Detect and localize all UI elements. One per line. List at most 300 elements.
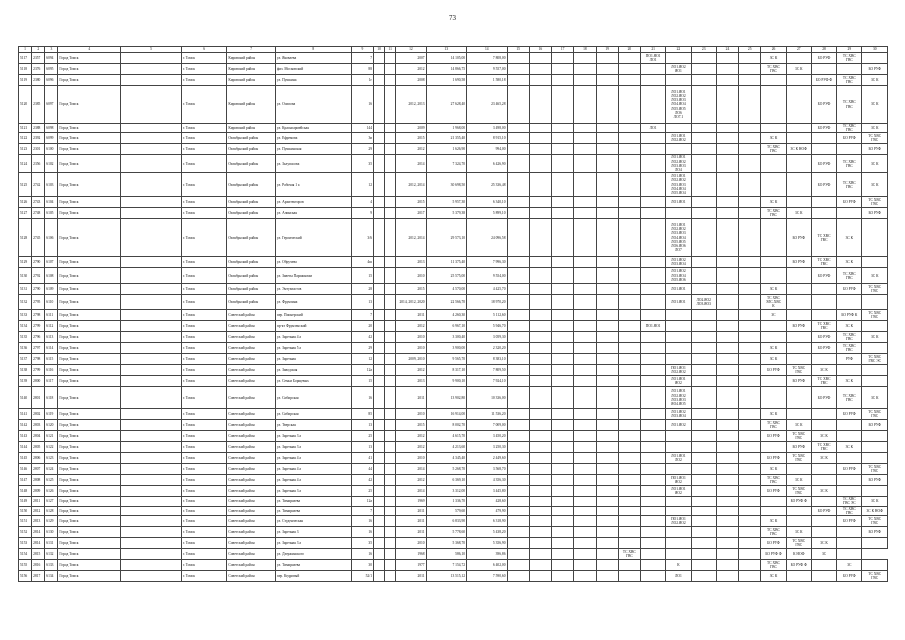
table-cell: 2010: [396, 409, 426, 420]
table-cell: [666, 124, 691, 133]
table-cell: [666, 144, 691, 155]
table-cell: 3/6: [351, 219, 373, 257]
table-cell: [761, 442, 786, 453]
table-cell: 9 554,00: [467, 268, 507, 284]
table-cell: [641, 219, 666, 257]
table-cell: г. Томск: [181, 144, 227, 155]
table-cell: [121, 409, 182, 420]
table-cell: 2815: [32, 549, 45, 560]
table-cell: г. Томск: [181, 506, 227, 515]
table-cell: 4: [351, 197, 373, 208]
table-cell: Город Томск: [58, 173, 121, 197]
table-cell: [666, 53, 691, 64]
table-cell: ЛО1.ЯО1 ЛО2.ЯО2 ЛО3.ЯО3 ЛО4: [666, 155, 691, 173]
table-cell: [691, 475, 716, 486]
table-cell: БО РУФ: [761, 538, 786, 549]
table-cell: [529, 354, 551, 365]
table-cell: 7 009,00: [467, 420, 507, 431]
table-cell: [739, 53, 761, 64]
table-cell: 396,86: [467, 549, 507, 560]
table-cell: [574, 376, 596, 387]
table-cell: [385, 321, 396, 332]
table-cell: [691, 268, 716, 284]
table-cell: Город Томск: [58, 376, 121, 387]
table-cell: Город Томск: [58, 75, 121, 86]
table-cell: 1969: [396, 497, 426, 506]
table-cell: [385, 354, 396, 365]
table-cell: 2012: [396, 442, 426, 453]
table-cell: [666, 75, 691, 86]
table-cell: [786, 268, 811, 284]
table-cell: [574, 332, 596, 343]
table-cell: г. Томск: [181, 560, 227, 571]
table-cell: [811, 571, 836, 582]
table-cell: [811, 354, 836, 365]
table-cell: [716, 538, 738, 549]
table-cell: Советский район: [227, 420, 276, 431]
table-cell: ул. Тимирязева: [275, 497, 351, 506]
table-cell: 1 336,70: [426, 497, 466, 506]
table-cell: [596, 387, 618, 409]
column-header: 19: [596, 47, 618, 53]
table-cell: [618, 155, 640, 173]
table-cell: [596, 53, 618, 64]
table-cell: [739, 64, 761, 75]
table-cell: [574, 497, 596, 506]
table-row: [19, 560, 888, 571]
table-cell: [618, 310, 640, 321]
table-cell: [374, 560, 385, 571]
table-cell: ТС ХВС ГВС: [761, 560, 786, 571]
table-cell: [529, 464, 551, 475]
table-cell: ТС ХВС ГВС: [862, 197, 888, 208]
table-cell: [739, 516, 761, 527]
table-cell: [507, 155, 529, 173]
table-cell: [374, 310, 385, 321]
table-cell: [529, 133, 551, 144]
table-cell: Советский район: [227, 560, 276, 571]
table-cell: ТС ХВС ГВС: [862, 133, 888, 144]
table-cell: [837, 64, 862, 75]
table-cell: ТС ХВС ГВС: [837, 387, 862, 409]
table-cell: [507, 173, 529, 197]
table-cell: [618, 284, 640, 295]
table-cell: Город Томск: [58, 284, 121, 295]
table-cell: 3С К: [862, 155, 888, 173]
table-cell: БО РУФ: [811, 332, 836, 343]
table-cell: 2385: [32, 86, 45, 124]
table-cell: 6121: [45, 431, 58, 442]
table-cell: [739, 549, 761, 560]
table-cell: [121, 257, 182, 268]
table-cell: [739, 486, 761, 497]
table-cell: [121, 453, 182, 464]
table-cell: [811, 497, 836, 506]
table-cell: [121, 464, 182, 475]
table-cell: г. Томск: [181, 86, 227, 124]
table-cell: [574, 268, 596, 284]
table-cell: [552, 431, 574, 442]
table-cell: [529, 53, 551, 64]
table-cell: [596, 332, 618, 343]
table-cell: ул. Заречная 3 а: [275, 431, 351, 442]
table-cell: 2301: [32, 144, 45, 155]
table-cell: БО РУФ: [811, 506, 836, 515]
table-cell: 3С К: [786, 64, 811, 75]
table-cell: ЛО1.ЯО1 ЛО2: [666, 453, 691, 464]
table-cell: [574, 420, 596, 431]
table-cell: Советский район: [227, 571, 276, 582]
table-cell: [596, 321, 618, 332]
table-cell: 10 336,00: [467, 387, 507, 409]
table-cell: [641, 571, 666, 582]
table-cell: [618, 173, 640, 197]
table-cell: ТС ХВС ГВС: [811, 257, 836, 268]
table-cell: [739, 208, 761, 219]
column-header: 28: [811, 47, 836, 53]
table-cell: г. Томск: [181, 431, 227, 442]
table-cell: [691, 387, 716, 409]
table-cell: [691, 516, 716, 527]
table-cell: 2015: [396, 420, 426, 431]
table-cell: [574, 219, 596, 257]
table-row: [19, 197, 888, 208]
table-cell: [691, 549, 716, 560]
table-cell: [507, 453, 529, 464]
table-cell: [574, 133, 596, 144]
table-cell: [121, 475, 182, 486]
table-cell: г. Томск: [181, 64, 227, 75]
table-cell: 5128: [19, 219, 32, 257]
table-row: [19, 133, 888, 144]
table-cell: [552, 442, 574, 453]
table-cell: 2812: [32, 506, 45, 515]
table-cell: [552, 571, 574, 582]
table-cell: [691, 133, 716, 144]
table-cell: [374, 197, 385, 208]
table-cell: [811, 516, 836, 527]
table-cell: 4 356,30: [467, 475, 507, 486]
table-cell: 5 112,60: [467, 310, 507, 321]
table-cell: [716, 387, 738, 409]
table-cell: [374, 516, 385, 527]
table-cell: 144: [351, 124, 373, 133]
table-cell: ЛО1.ЯО1 ЛО2.ЯО2 ЛО3.ЯО3 ЛО4.ЯО4 ЛО5.ЯО5 ЛО6.ЯО6 ЛО7: [666, 219, 691, 257]
table-cell: [641, 268, 666, 284]
table-cell: 4 260,30: [426, 310, 466, 321]
table-cell: [761, 155, 786, 173]
column-header: 5: [121, 47, 182, 53]
table-cell: [374, 173, 385, 197]
table-cell: 6 402,00: [467, 560, 507, 571]
table-cell: [786, 310, 811, 321]
table-cell: 6124: [45, 464, 58, 475]
table-cell: [618, 197, 640, 208]
table-cell: 41: [351, 453, 373, 464]
table-cell: 1 580,18: [467, 75, 507, 86]
table-cell: [385, 571, 396, 582]
table-cell: пер. Пионерский: [275, 310, 351, 321]
table-cell: [786, 53, 811, 64]
table-cell: [552, 219, 574, 257]
table-cell: Октябрьский район: [227, 268, 276, 284]
column-header: 2: [32, 47, 45, 53]
table-cell: 5146: [19, 464, 32, 475]
table-cell: Октябрьский район: [227, 208, 276, 219]
table-cell: [716, 144, 738, 155]
table-cell: 13 515,12: [426, 571, 466, 582]
table-cell: ЛО2.ЯО2 ЛО3.ЯО3: [691, 295, 716, 310]
table-cell: [574, 453, 596, 464]
table-cell: [552, 549, 574, 560]
table-cell: [529, 173, 551, 197]
table-cell: ТС ХВС ГВС: [811, 219, 836, 257]
table-cell: 4 615,70: [426, 431, 466, 442]
table-cell: [739, 295, 761, 310]
table-cell: 2010: [396, 343, 426, 354]
table-cell: 2012: [396, 475, 426, 486]
table-cell: 6099: [45, 133, 58, 144]
table-cell: [574, 527, 596, 538]
table-cell: 3С К: [761, 409, 786, 420]
table-cell: [666, 431, 691, 442]
table-cell: [786, 516, 811, 527]
table-cell: г. Томск: [181, 208, 227, 219]
table-cell: [529, 549, 551, 560]
table-cell: 2011: [396, 387, 426, 409]
table-cell: [862, 321, 888, 332]
table-cell: 3С К: [862, 86, 888, 124]
table-cell: [507, 527, 529, 538]
table-cell: [374, 219, 385, 257]
table-cell: 5 438,20: [467, 527, 507, 538]
table-cell: ул. Заречная 4 а: [275, 332, 351, 343]
table-cell: 6118: [45, 387, 58, 409]
table-cell: [507, 268, 529, 284]
table-cell: [786, 295, 811, 310]
table-cell: [596, 124, 618, 133]
table-cell: [641, 208, 666, 219]
table-cell: ЛО1: [641, 124, 666, 133]
table-cell: 2013: [396, 257, 426, 268]
table-cell: Город Томск: [58, 268, 121, 284]
table-cell: Город Томск: [58, 497, 121, 506]
table-cell: 13 902,80: [426, 387, 466, 409]
table-cell: [666, 506, 691, 515]
table-cell: [574, 173, 596, 197]
table-cell: 35: [351, 538, 373, 549]
table-cell: [837, 420, 862, 431]
table-cell: [574, 464, 596, 475]
table-cell: [552, 64, 574, 75]
table-cell: [574, 86, 596, 124]
table-cell: Кировский район: [227, 64, 276, 75]
table-cell: 5125: [19, 173, 32, 197]
table-cell: ЛО1.ЯО1 ЛО2.ЯО2 ЛО3.ЯО3 ЯО4.ЯО5: [666, 387, 691, 409]
table-cell: 16: [351, 86, 373, 124]
table-cell: Город Томск: [58, 310, 121, 321]
table-row: [19, 64, 888, 75]
table-cell: БО РУФ: [786, 376, 811, 387]
table-cell: [691, 173, 716, 197]
table-cell: 2008: [396, 75, 426, 86]
table-cell: Город Томск: [58, 442, 121, 453]
table-cell: [529, 497, 551, 506]
table-cell: [641, 409, 666, 420]
table-cell: БО РУФ: [862, 420, 888, 431]
table-cell: [666, 332, 691, 343]
table-cell: Город Томск: [58, 343, 121, 354]
table-cell: ул. Ефремова: [275, 133, 351, 144]
column-header: 26: [761, 47, 786, 53]
table-cell: [837, 365, 862, 376]
table-cell: [374, 75, 385, 86]
column-header: 12: [396, 47, 426, 53]
table-cell: Город Томск: [58, 144, 121, 155]
table-cell: 5137: [19, 354, 32, 365]
table-cell: 5134: [19, 321, 32, 332]
table-cell: [691, 124, 716, 133]
table-cell: [529, 332, 551, 343]
table-cell: [811, 310, 836, 321]
table-cell: [618, 571, 640, 582]
table-cell: Советский район: [227, 549, 276, 560]
table-cell: 2011: [396, 310, 426, 321]
table-cell: [374, 475, 385, 486]
table-cell: [596, 420, 618, 431]
table-cell: 8 915,10: [467, 133, 507, 144]
table-cell: [641, 284, 666, 295]
table-cell: 579,60: [426, 506, 466, 515]
table-cell: [811, 208, 836, 219]
table-cell: [552, 354, 574, 365]
table-cell: [761, 75, 786, 86]
table-cell: [121, 365, 182, 376]
column-header: 23: [691, 47, 716, 53]
table-cell: [529, 453, 551, 464]
table-cell: [574, 365, 596, 376]
table-cell: Советский район: [227, 431, 276, 442]
table-cell: 9 557,00: [467, 64, 507, 75]
table-cell: [507, 497, 529, 506]
table-cell: Город Томск: [58, 506, 121, 515]
table-cell: 2796: [32, 332, 45, 343]
table-cell: 2012: [396, 431, 426, 442]
table-cell: ТС ХВС ГВС: [862, 516, 888, 527]
table-cell: [121, 560, 182, 571]
table-cell: БО РУФ: [862, 144, 888, 155]
table-cell: [385, 506, 396, 515]
table-cell: г. Томск: [181, 527, 227, 538]
table-cell: ул. Пушкинская: [275, 144, 351, 155]
table-cell: [121, 124, 182, 133]
table-cell: БО РУФ: [811, 53, 836, 64]
table-cell: [739, 354, 761, 365]
table-cell: [618, 53, 640, 64]
table-cell: г. Томск: [181, 332, 227, 343]
table-cell: [739, 387, 761, 409]
table-cell: Город Томск: [58, 257, 121, 268]
table-cell: [641, 332, 666, 343]
column-header: 29: [837, 47, 862, 53]
table-cell: ул. Заречная: [275, 354, 351, 365]
table-cell: [739, 284, 761, 295]
table-cell: [121, 155, 182, 173]
table-cell: Советский район: [227, 527, 276, 538]
table-cell: БО РУФ: [862, 475, 888, 486]
table-cell: [691, 310, 716, 321]
table-cell: [507, 409, 529, 420]
table-cell: [596, 376, 618, 387]
table-cell: [618, 354, 640, 365]
table-cell: ЛО1.ЯО1 ЯО2: [666, 486, 691, 497]
table-cell: [574, 560, 596, 571]
table-cell: [862, 376, 888, 387]
table-cell: 30: [351, 560, 373, 571]
table-cell: [716, 64, 738, 75]
table-cell: [666, 549, 691, 560]
table-cell: [385, 284, 396, 295]
table-cell: [574, 75, 596, 86]
table-cell: 14 105,00: [426, 53, 466, 64]
table-cell: ул. Рабочая 1 а: [275, 173, 351, 197]
table-cell: РУФ: [837, 354, 862, 365]
table-cell: 6131: [45, 538, 58, 549]
table-cell: [716, 343, 738, 354]
table-cell: [716, 208, 738, 219]
table-cell: 2 449,60: [467, 453, 507, 464]
table-cell: 5147: [19, 475, 32, 486]
table-cell: г. Томск: [181, 475, 227, 486]
table-cell: [121, 420, 182, 431]
table-cell: 4 213,60: [426, 442, 466, 453]
table-cell: [529, 257, 551, 268]
table-cell: БО РУФ К: [837, 310, 862, 321]
table-cell: 6116: [45, 365, 58, 376]
table-cell: [618, 538, 640, 549]
table-cell: 7 809,50: [467, 365, 507, 376]
table-cell: БО РУФ: [862, 64, 888, 75]
table-cell: 6097: [45, 86, 58, 124]
table-cell: ТС ХВС ГВС: [761, 208, 786, 219]
table-cell: 7: [351, 506, 373, 515]
table-cell: физ. Московский: [275, 64, 351, 75]
table-cell: [574, 321, 596, 332]
table-cell: [739, 257, 761, 268]
table-cell: [811, 295, 836, 310]
table-cell: ул. Заветы Парижкомм: [275, 268, 351, 284]
table-cell: 30 698,50: [426, 173, 466, 197]
table-cell: [618, 442, 640, 453]
table-cell: [691, 219, 716, 257]
table-cell: 2009: [396, 124, 426, 133]
table-cell: [121, 538, 182, 549]
table-cell: [618, 497, 640, 506]
table-cell: [374, 442, 385, 453]
table-cell: [552, 284, 574, 295]
table-cell: [618, 516, 640, 527]
table-cell: 2745: [32, 219, 45, 257]
table-cell: 3С К: [862, 75, 888, 86]
table-cell: ул. Заречная 3: [275, 527, 351, 538]
table-cell: 2014, 2012, 2020: [396, 295, 426, 310]
table-cell: [121, 268, 182, 284]
table-cell: ТС ХВС ГВС: [837, 155, 862, 173]
table-cell: г. Томск: [181, 365, 227, 376]
table-cell: ТС ХВС ГВС: [761, 64, 786, 75]
table-cell: Город Томск: [58, 354, 121, 365]
table-cell: [121, 144, 182, 155]
